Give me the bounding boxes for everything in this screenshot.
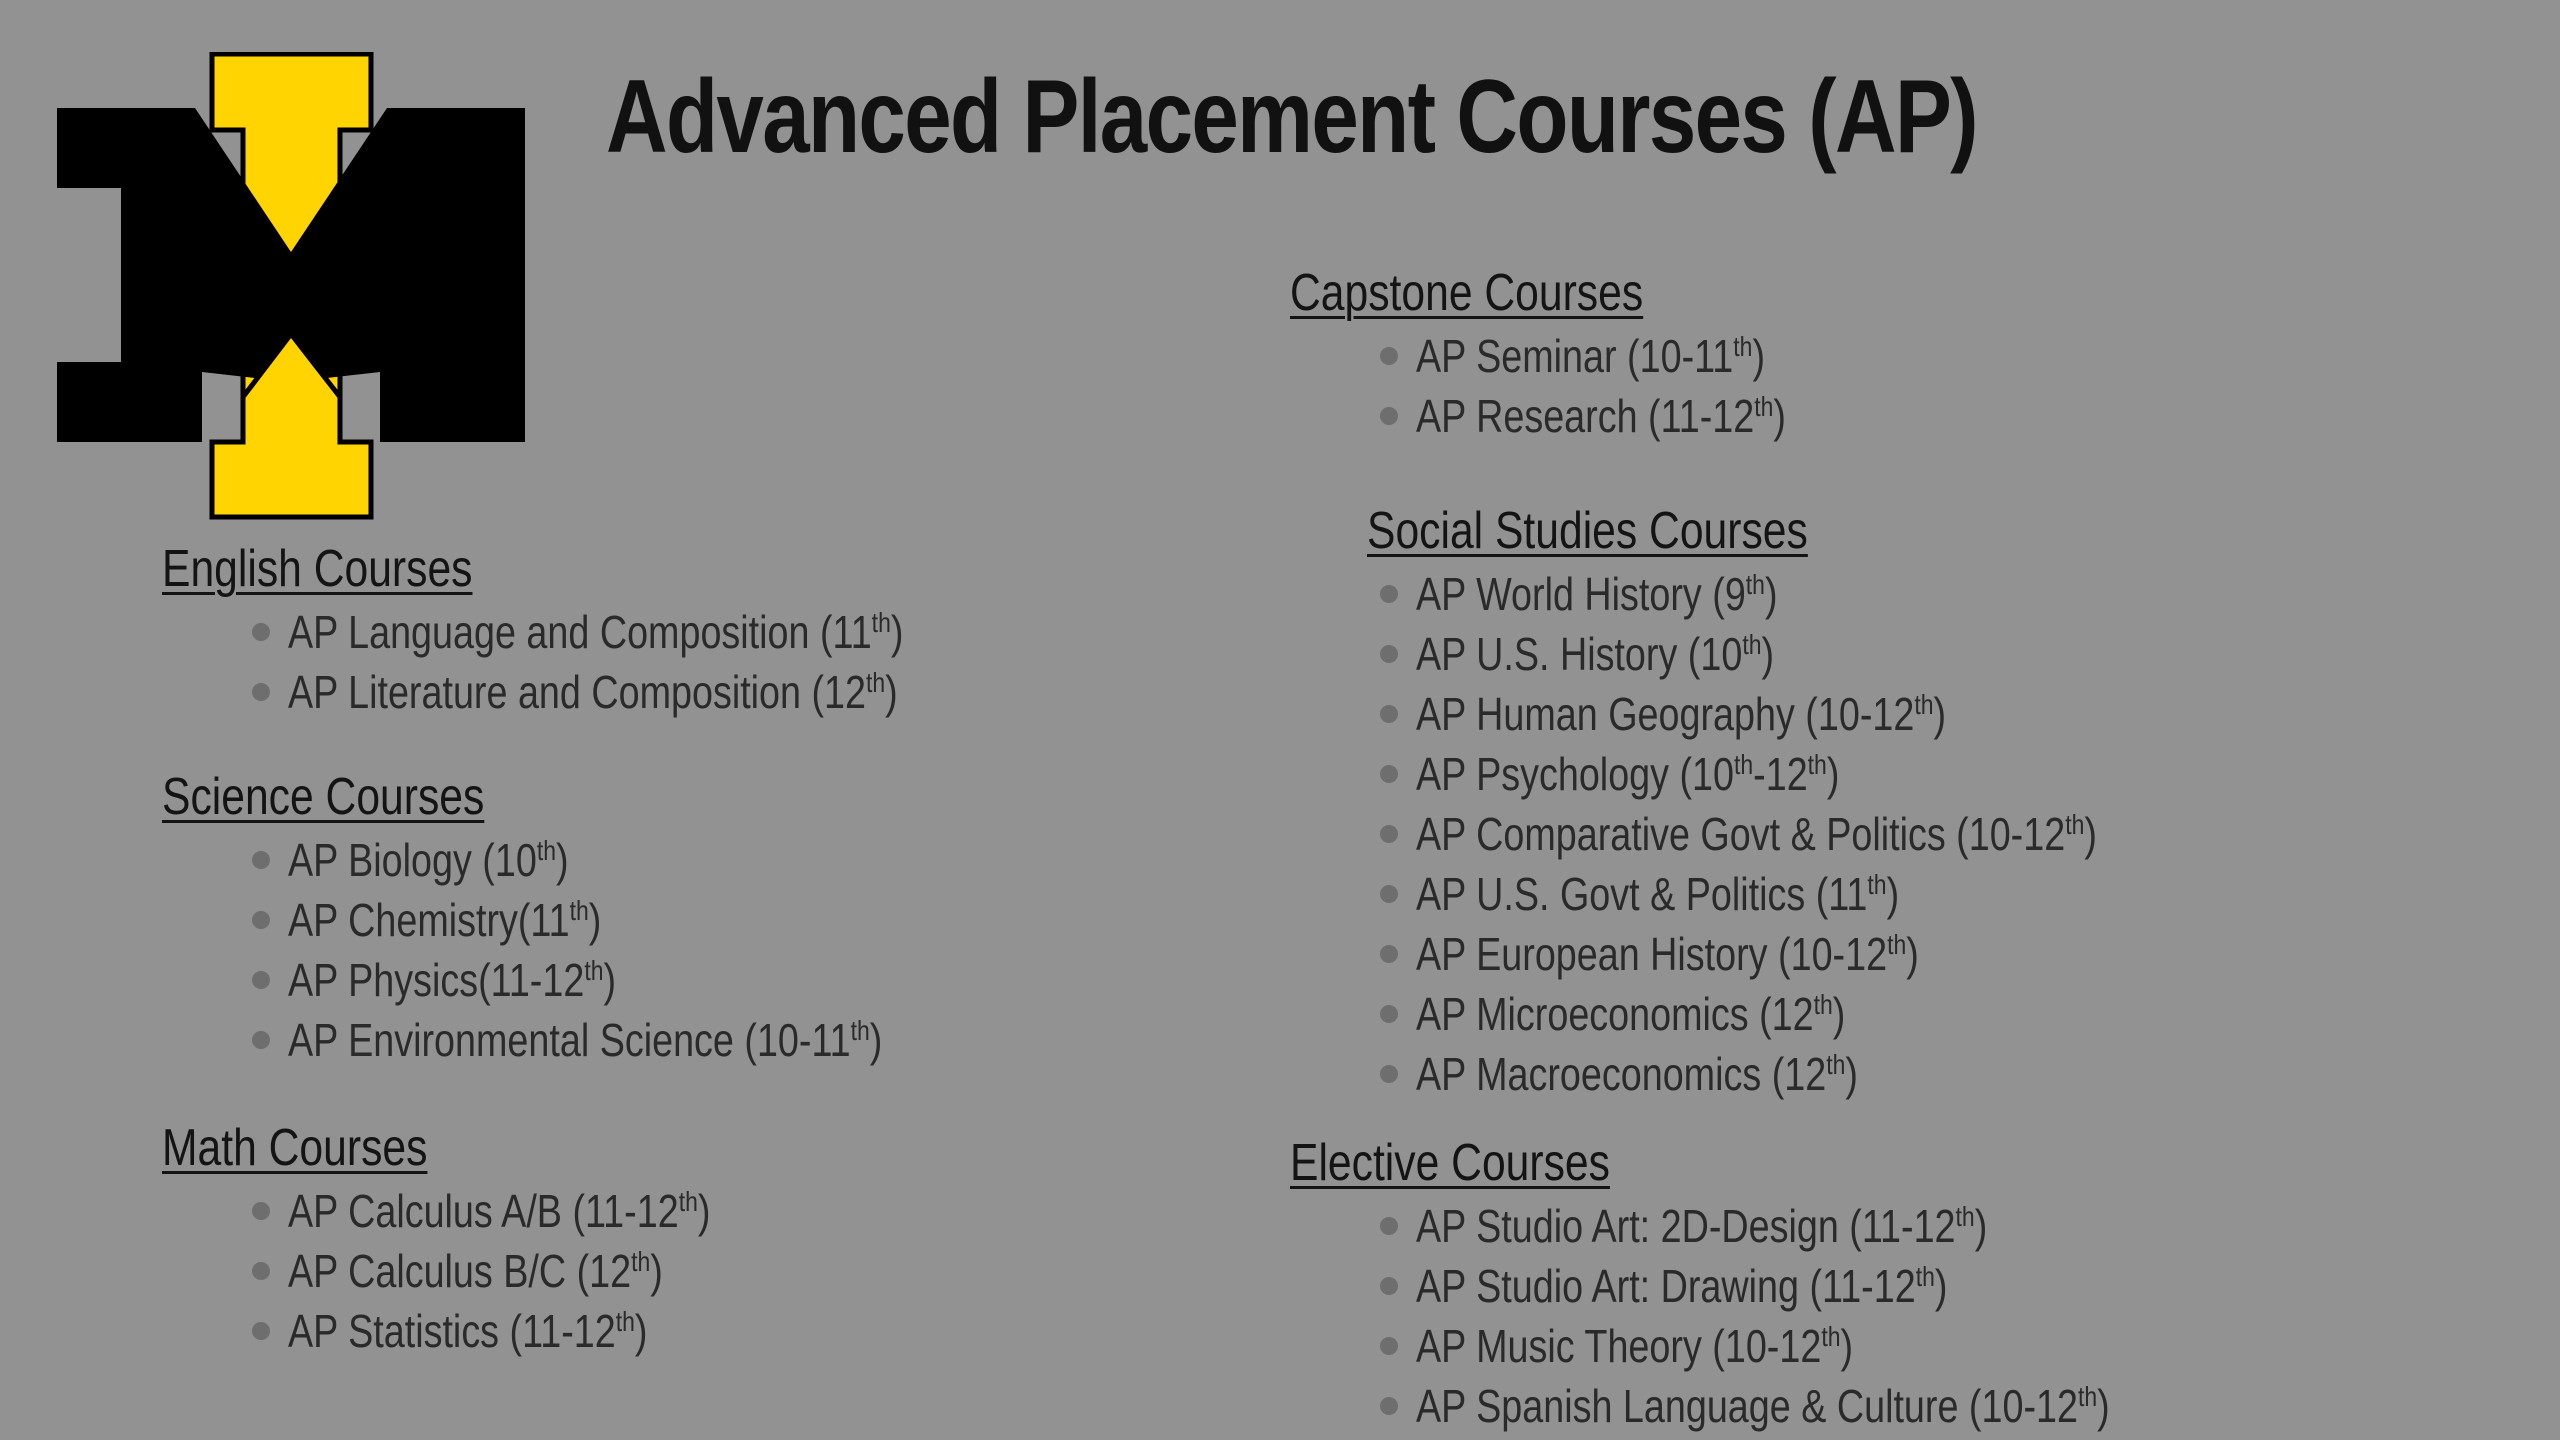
bullet-icon	[1380, 1397, 1398, 1415]
bullet-icon	[1380, 825, 1398, 843]
list-item: AP Seminar (10-11th)	[1290, 326, 1867, 386]
bullet-icon	[252, 851, 270, 869]
list-item: AP Language and Composition (11th)	[162, 602, 1039, 662]
list-item: AP U.S. History (10th)	[1367, 624, 2246, 684]
list-item: AP Studio Art: Drawing (11-12th)	[1290, 1256, 2262, 1316]
elective-courses-heading: Elective Courses	[1290, 1134, 1610, 1192]
english-courses-heading: English Courses	[162, 540, 473, 598]
list-item: AP Spanish Language & Culture (10-12th)	[1290, 1376, 2262, 1436]
page-title: Advanced Placement Courses (AP)	[606, 59, 1977, 175]
math-courses-section	[162, 1115, 803, 1361]
list-item: AP Biology (10th)	[162, 830, 1013, 890]
capstone-courses-section	[1290, 260, 1867, 446]
bullet-icon	[1380, 1337, 1398, 1355]
social-studies-courses-section	[1367, 498, 2246, 1104]
bullet-icon	[1380, 1005, 1398, 1023]
bullet-icon	[1380, 1065, 1398, 1083]
list-item: AP Environmental Science (10-11th)	[162, 1010, 1013, 1070]
science-courses-section	[162, 764, 1013, 1070]
bullet-icon	[1380, 1217, 1398, 1235]
list-item: AP Studio Art: 2D-Design (11-12th)	[1290, 1196, 2262, 1256]
math-courses-heading: Math Courses	[162, 1119, 428, 1177]
capstone-courses-heading: Capstone Courses	[1290, 264, 1644, 322]
bullet-icon	[252, 971, 270, 989]
bullet-icon	[252, 683, 270, 701]
school-logo-m-icon	[55, 52, 525, 520]
bullet-icon	[252, 1262, 270, 1280]
list-item: AP Psychology (10th-12th)	[1367, 744, 2246, 804]
list-item: AP Comparative Govt & Politics (10-12th)	[1367, 804, 2246, 864]
bullet-icon	[1380, 765, 1398, 783]
list-item: AP Music Theory (10-12th)	[1290, 1316, 2262, 1376]
science-courses-heading: Science Courses	[162, 768, 485, 826]
list-item: AP Calculus A/B (11-12th)	[162, 1181, 803, 1241]
bullet-icon	[1380, 1277, 1398, 1295]
bullet-icon	[252, 1202, 270, 1220]
bullet-icon	[1380, 945, 1398, 963]
list-item: AP Physics(11-12th)	[162, 950, 1013, 1010]
list-item: AP Microeconomics (12th)	[1367, 984, 2246, 1044]
list-item: AP World History (9th)	[1367, 564, 2246, 624]
list-item: AP Literature and Composition (12th)	[162, 662, 1039, 722]
list-item: AP European History (10-12th)	[1367, 924, 2246, 984]
list-item: AP Chemistry(11th)	[162, 890, 1013, 950]
elective-courses-section	[1290, 1130, 2262, 1436]
list-item: AP U.S. Govt & Politics (11th)	[1367, 864, 2246, 924]
bullet-icon	[1380, 407, 1398, 425]
bullet-icon	[1380, 585, 1398, 603]
list-item: AP Calculus B/C (12th)	[162, 1241, 803, 1301]
bullet-icon	[252, 911, 270, 929]
bullet-icon	[1380, 645, 1398, 663]
bullet-icon	[1380, 347, 1398, 365]
bullet-icon	[252, 1031, 270, 1049]
social-studies-courses-heading: Social Studies Courses	[1367, 502, 1808, 560]
bullet-icon	[1380, 705, 1398, 723]
bullet-icon	[1380, 885, 1398, 903]
bullet-icon	[252, 623, 270, 641]
list-item: AP Human Geography (10-12th)	[1367, 684, 2246, 744]
list-item: AP Statistics (11-12th)	[162, 1301, 803, 1361]
bullet-icon	[252, 1322, 270, 1340]
english-courses-section	[162, 536, 1039, 722]
list-item: AP Macroeconomics (12th)	[1367, 1044, 2246, 1104]
list-item: AP Research (11-12th)	[1290, 386, 1867, 446]
